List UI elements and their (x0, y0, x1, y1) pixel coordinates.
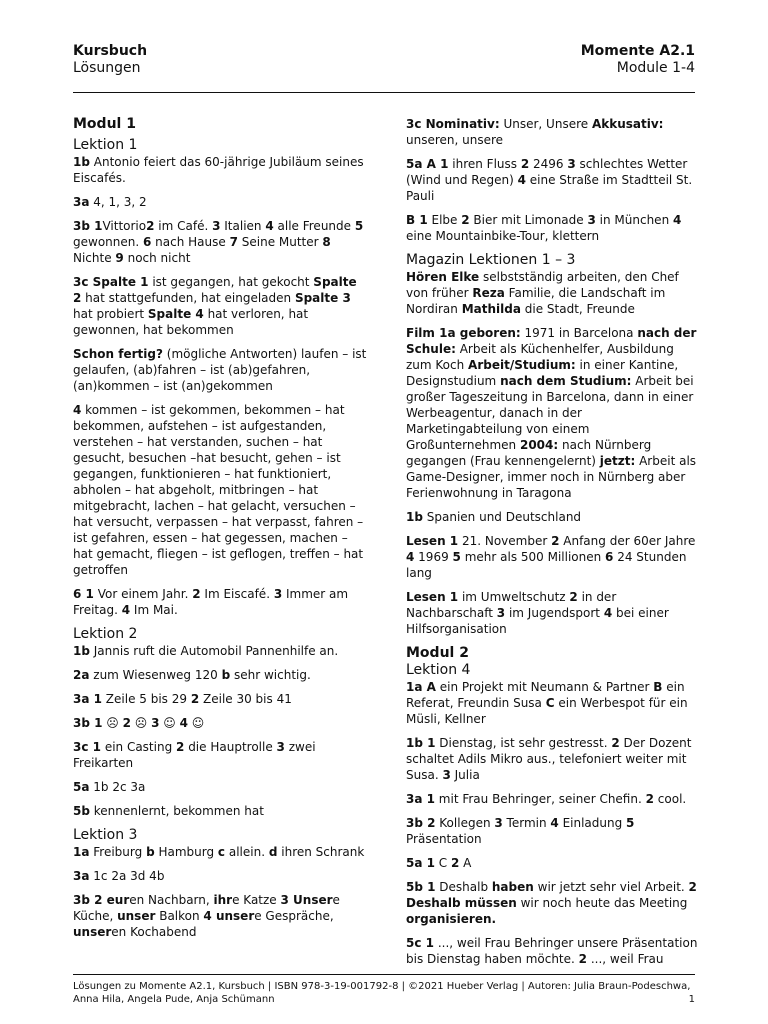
answer-text: 2496 (529, 157, 568, 171)
answer-key: 2 (176, 740, 185, 754)
answer-text: sehr wichtig. (230, 668, 311, 682)
answer-text: Vor einem Jahr. (93, 587, 193, 601)
answer-key: 1b (73, 644, 90, 658)
answer-l4-3a (406, 791, 699, 807)
answer-key: nach der Schule: (406, 326, 697, 356)
answer-text: Im Eiscafé. (200, 587, 274, 601)
answer-key: Mathilda (461, 302, 521, 316)
answer-text: Nichte (73, 251, 116, 265)
answer-text: Freiburg (89, 845, 147, 859)
answer-key: 3 (212, 219, 221, 233)
answer-text: gewonnen. (73, 235, 143, 249)
answer-key: 5a A 1 (406, 157, 449, 171)
heading-magazin: Magazin Lektionen 1 – 3 (406, 252, 576, 268)
answer-text: nach Hause (151, 235, 230, 249)
answer-text: Zeile 5 bis 29 (101, 692, 191, 706)
heading-modul-1: Modul 1 (73, 116, 136, 132)
answer-text: A (459, 856, 472, 870)
header-left (73, 43, 147, 77)
answer-text: mehr als 500 Millionen (460, 550, 606, 564)
answer-key: 4 (603, 606, 613, 620)
answer-key: 3 (151, 716, 160, 730)
answer-key: 3b 2 eur (73, 893, 130, 907)
answer-key: 1a A (406, 680, 436, 694)
answer-text: hat verloren, hat gewonnen, hat bekommen (73, 307, 309, 337)
answer-l4-5b (406, 879, 699, 927)
answer-key: Spalte 4 (147, 307, 204, 321)
answer-text: im Jugendsport (505, 606, 604, 620)
answer-text: Julia (450, 768, 480, 782)
answer-l4-3b (406, 815, 699, 847)
answer-key: 3a 1 (73, 692, 102, 706)
answer-text: ..., weil Frau (587, 952, 664, 966)
answer-text: e Katze (232, 893, 281, 907)
answer-key: Akkusativ: (591, 117, 664, 131)
answer-key: 3a (73, 869, 90, 883)
answer-text: unseren, unsere (406, 133, 504, 147)
answer-key: 3b 1 (73, 716, 103, 730)
header-book-title: Momente A2.1 (580, 43, 695, 59)
answer-key: 2 (192, 587, 201, 601)
answer-key: 2 (578, 952, 588, 966)
answer-key: 2 (569, 590, 578, 604)
answer-text: Arbeit als Küchenhelfer, Ausbildung zum Koch (406, 342, 674, 372)
answer-key: jetzt: (599, 454, 636, 468)
answer-key: Film 1a geboren: (406, 326, 521, 340)
answer-text: in München (595, 213, 673, 227)
header-right (581, 43, 695, 77)
answer-key: 2a (73, 668, 90, 682)
answer-text: Antonio feiert das 60-jährige Jubiläum seines Eiscafés. (73, 155, 364, 185)
answer-text: Deshalb (435, 880, 492, 894)
answer-key: 6 1 (73, 587, 94, 601)
answer-text: ..., weil Frau Behringer unsere Präsentation bis Dienstag haben möchte. (406, 936, 698, 966)
answer-key: 5 (626, 816, 635, 830)
answer-key: 4 (406, 550, 415, 564)
answer-key: 5a (73, 780, 90, 794)
answer-key: 4 unser (203, 909, 255, 923)
answer-text: ☺ (159, 716, 180, 730)
answer-l3-5a (406, 156, 699, 204)
answer-key: 5a 1 (406, 856, 435, 870)
answer-key: nach dem Studium: (500, 374, 632, 388)
answer-text: mit Frau Behringer, seiner Chefin. (434, 792, 646, 806)
answer-key: B (653, 680, 663, 694)
answer-key: 5b 1 (406, 880, 436, 894)
answer-mag-hoeren (406, 269, 699, 317)
answer-l2-3b (73, 715, 368, 731)
answer-text: Dienstag, ist sehr gestresst. (435, 736, 612, 750)
answer-l3-b (406, 212, 699, 244)
answer-text: Balkon (155, 909, 204, 923)
answer-l2-3c (73, 739, 368, 771)
answer-text: die Stadt, Freunde (520, 302, 635, 316)
answer-l4-5c (406, 935, 699, 967)
answer-key: 6 (142, 235, 152, 249)
answer-text: eine Mountainbike-Tour, klettern (406, 229, 600, 243)
answer-key: 3c 1 (73, 740, 101, 754)
answer-text: ein Werbespot für ein Müsli, Kellner (406, 696, 688, 726)
answer-key: unser (117, 909, 156, 923)
answer-key: d (268, 845, 278, 859)
answer-text: 1c 2a 3d 4b (89, 869, 165, 883)
answer-key: haben (491, 880, 534, 894)
answer-key: 2 (551, 534, 560, 548)
answer-key: 7 (229, 235, 238, 249)
answer-l1-1b (73, 154, 368, 186)
answer-l3-1a (73, 844, 368, 860)
answer-l2-3a (73, 691, 368, 707)
answer-key: c (217, 845, 226, 859)
answer-text: Kollegen (435, 816, 495, 830)
answer-key: organisieren. (406, 912, 497, 926)
answer-text: Arbeit als Game-Designer, immer noch in Nürnberg aber Ferienwohnung in Taragona (406, 454, 697, 500)
answer-text: ist gegangen, hat gekocht (148, 275, 314, 289)
answer-key: 1a (73, 845, 90, 859)
header-title: Kursbuch (73, 43, 148, 59)
answer-text: Hamburg (154, 845, 218, 859)
answer-key: 4 (672, 213, 682, 227)
answer-text: 1969 (414, 550, 453, 564)
answer-key: 1b (406, 510, 423, 524)
answer-l4-5a (406, 855, 699, 871)
answer-l1-3a (73, 194, 368, 210)
answer-text: Einladung (558, 816, 627, 830)
answer-key: Schon fertig? (73, 347, 163, 361)
answer-key: Hören Elke (406, 270, 480, 284)
answer-key: 4 (550, 816, 559, 830)
answer-l4-1a (406, 679, 699, 727)
answer-text: Vittorio (102, 219, 147, 233)
answer-key: Reza (472, 286, 505, 300)
answer-text: e Küche, (73, 893, 340, 923)
answer-text: e Gespräche, (254, 909, 334, 923)
left-column (73, 116, 368, 948)
right-column (406, 116, 699, 975)
answer-text: (mögliche Antworten) laufen – ist gelaufen, (ab)fahren – ist (ab)gefahren, (an)kommen – ist (an)gekommen (73, 347, 367, 393)
answer-text: ihren Schrank (277, 845, 365, 859)
answer-key: 5 (354, 219, 364, 233)
answer-key: Lesen 1 (406, 534, 459, 548)
answer-key: 5 (452, 550, 461, 564)
answer-mag-lesen-1 (406, 533, 699, 581)
answer-key: 3b 1 (73, 219, 103, 233)
answer-key: 3 (273, 587, 283, 601)
answer-key: 3 (276, 740, 285, 754)
answer-key: 4 (517, 173, 526, 187)
answer-l2-5b (73, 803, 368, 819)
answer-text: ihren Fluss (448, 157, 521, 171)
answer-key: 3 (442, 768, 451, 782)
heading-lektion-1: Lektion 1 (73, 137, 138, 153)
answer-key: Lesen 1 (406, 590, 459, 604)
answer-key: 4 (179, 716, 188, 730)
answer-text: zum Wiesenweg 120 (89, 668, 222, 682)
answer-mag-film (406, 325, 699, 501)
answer-l1-3b (73, 218, 368, 266)
answer-text: 1b 2c 3a (89, 780, 146, 794)
answer-key: 4 (121, 603, 131, 617)
answer-l1-4 (73, 402, 368, 578)
answer-text: 1971 in Barcelona (520, 326, 638, 340)
answer-text: Präsentation (406, 832, 482, 846)
answer-l2-5a (73, 779, 368, 795)
answer-text: 21. November (458, 534, 552, 548)
answer-text: Zeile 30 bis 41 (199, 692, 292, 706)
answer-key: 2 (451, 856, 460, 870)
answer-key: 9 (115, 251, 124, 265)
answer-text: ☹ (130, 716, 152, 730)
answer-text: ein Projekt mit Neumann & Partner (435, 680, 654, 694)
header-subtitle: Lösungen (73, 60, 141, 76)
answer-text: en Nachbarn, (129, 893, 214, 907)
page-number: 1 (688, 994, 695, 1005)
answer-text: kommen – ist gekommen, bekommen – hat bekommen, aufstehen – ist aufgestanden, verstehen – hat verstanden, suchen – hat gesucht, besuchen –hat besucht, gehen – ist gegangen, funktionieren – hat funktioniert, abholen – hat abgeholt, mitbringen – hat mitgebracht, lachen – hat gelacht, versuchen – hat versucht, verpassen – hat verpasst, fahren – ist gefahren, essen – hat gegessen, machen – hat gemacht, fliegen – ist geflogen, treffen – hat getroffen (73, 403, 364, 577)
header-modules: Module 1-4 (616, 60, 695, 76)
answer-text: Seine Mutter (237, 235, 323, 249)
answer-text: ein Casting (101, 740, 177, 754)
answer-text: kennenlernt, bekommen hat (89, 804, 264, 818)
answer-key: unser (73, 925, 112, 939)
answer-text: Spanien und Deutschland (422, 510, 582, 524)
answer-text: die Hauptrolle (184, 740, 277, 754)
answer-key: 3 (587, 213, 596, 227)
answer-key: 5b (73, 804, 90, 818)
answer-text: zwei Freikarten (73, 740, 316, 770)
answer-key: 2 Deshalb müssen (406, 880, 697, 910)
answer-text: bei einer Hilfsorganisation (406, 606, 669, 636)
answer-text: Jannis ruft die Automobil Pannenhilfe an. (89, 644, 339, 658)
answer-key: 4 (73, 403, 82, 417)
answer-key: 8 (322, 235, 331, 249)
answer-text: Termin (502, 816, 551, 830)
answer-key: 3 Unser (280, 893, 333, 907)
answer-key: C (545, 696, 555, 710)
heading-lektion-2: Lektion 2 (73, 626, 138, 642)
answer-key: 3a 1 (406, 792, 435, 806)
answer-text: Immer am Freitag. (73, 587, 349, 617)
answer-text: ☹ (102, 716, 123, 730)
answer-text: nach Nürnberg gegangen (Frau kennengelernt) (406, 438, 652, 468)
answer-key: B 1 (406, 213, 428, 227)
answer-text: 4, 1, 3, 2 (89, 195, 147, 209)
answer-key: 2 (461, 213, 470, 227)
answer-text: hat probiert (73, 307, 148, 321)
answer-key: Spalte 2 (73, 275, 357, 305)
answer-key: ihr (213, 893, 233, 907)
answer-l3-3a (73, 868, 368, 884)
answer-key: b (221, 668, 231, 682)
answer-text: Im Mai. (130, 603, 178, 617)
answer-l3-3c (406, 116, 699, 148)
answer-text: in einer Kantine, Designstudium (406, 358, 679, 388)
answer-key: 3b 2 (406, 816, 436, 830)
answer-text: allein. (225, 845, 269, 859)
answer-key: 2 (611, 736, 620, 750)
answer-text: ein Referat, Freundin Susa (406, 680, 685, 710)
answer-text: cool. (653, 792, 687, 806)
answer-l1-schon-fertig (73, 346, 368, 394)
answer-text: Familie, die Landschaft im Nordiran (406, 286, 666, 316)
answer-l1-6 (73, 586, 368, 618)
answer-key: Spalte 3 (294, 291, 351, 305)
answer-key: 2 (645, 792, 654, 806)
heading-lektion-4: Lektion 4 (406, 662, 471, 678)
answer-text: Italien (220, 219, 266, 233)
answer-key: 3 (494, 816, 503, 830)
footer-text: Lösungen zu Momente A2.1, Kursbuch | ISBN 978-3-19-001792-8 | ©2021 Hueber Verlag | Autoren: Julia Braun-Podeschwa, Anna Hila, Angela Pude, Anja Schümann (73, 981, 691, 1005)
answer-mag-lesen-2 (406, 589, 699, 637)
answer-key: 2 (520, 157, 530, 171)
answer-l2-2a (73, 667, 368, 683)
answer-key: 3 (567, 157, 576, 171)
answer-text: Bier mit Limonade (469, 213, 588, 227)
answer-text: en Kochabend (111, 925, 197, 939)
answer-l2-1b (73, 643, 368, 659)
answer-key: 3 (496, 606, 506, 620)
answer-l4-1b (406, 735, 699, 783)
answer-key: 3c Nominativ: (406, 117, 500, 131)
answer-text: selbstständig arbeiten, den Chef von früher (406, 270, 679, 300)
answer-key: 3a (73, 195, 90, 209)
answer-key: 6 (605, 550, 614, 564)
answer-text: wir jetzt sehr viel Arbeit. (533, 880, 689, 894)
answer-key: b (146, 845, 155, 859)
answer-key: 1b 1 (406, 736, 436, 750)
answer-key: 4 (265, 219, 274, 233)
answer-key: 2 (122, 716, 131, 730)
answer-key: Arbeit/Studium: (468, 358, 576, 372)
answer-text: Anfang der 60er Jahre (559, 534, 696, 548)
heading-lektion-3: Lektion 3 (73, 827, 138, 843)
answer-key: 5c 1 (406, 936, 434, 950)
answer-text: schlechtes Wetter (Wind und Regen) (406, 157, 688, 187)
answer-text: noch nicht (123, 251, 191, 265)
answer-text: im Umweltschutz (458, 590, 570, 604)
answer-key: 2 (190, 692, 200, 706)
answer-mag-1b (406, 509, 699, 525)
answer-text: im Café. (154, 219, 213, 233)
answer-text: wir noch heute das Meeting (516, 896, 688, 910)
answer-text: Elbe (427, 213, 462, 227)
answer-l3-3b (73, 892, 368, 940)
answer-text: Arbeit bei großer Tageszeitung in Barcelona, dann in einer Werbeagentur, danach in der Marketingabteilung von einem Großunternehmen (406, 374, 694, 452)
answer-text: Der Dozent schaltet Adils Mikro aus., telefoniert weiter mit Susa. (406, 736, 692, 782)
answer-key: 2004: (519, 438, 559, 452)
answer-text: Unser, Unsere (499, 117, 592, 131)
answer-text: in der Nachbarschaft (406, 590, 617, 620)
answer-key: 3c Spalte 1 (73, 275, 149, 289)
footer-divider (73, 974, 695, 975)
answer-text: 24 Stunden lang (406, 550, 687, 580)
answer-text: alle Freunde (273, 219, 355, 233)
answer-l1-3c (73, 274, 368, 338)
answer-text: eine Straße im Stadtteil St. Pauli (406, 173, 693, 203)
answer-key: 1b (73, 155, 90, 169)
answer-key: 2 (146, 219, 155, 233)
header-divider (73, 92, 695, 93)
answer-text: C (434, 856, 451, 870)
answer-text: ☺ (187, 716, 205, 730)
answer-text: hat stattgefunden, hat eingeladen (81, 291, 295, 305)
heading-modul-2: Modul 2 (406, 645, 469, 661)
